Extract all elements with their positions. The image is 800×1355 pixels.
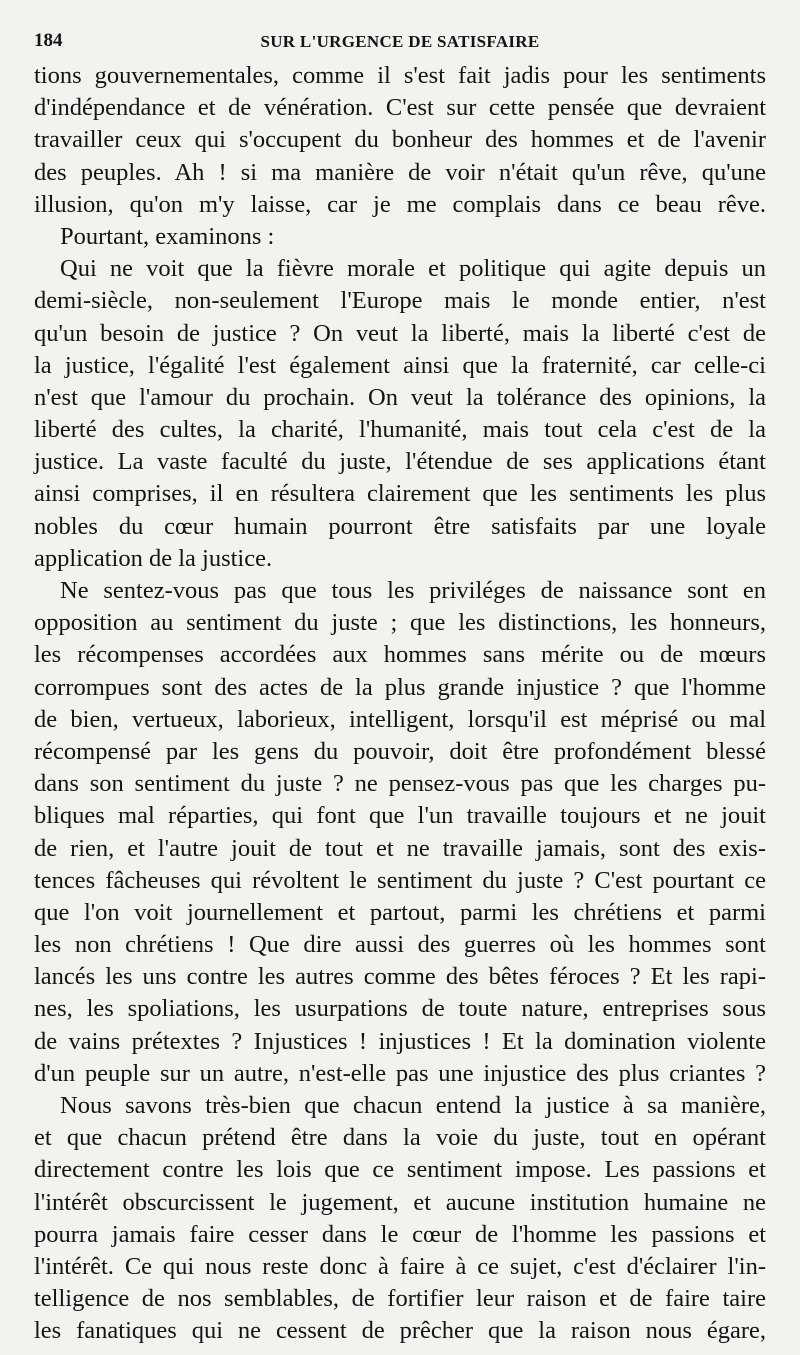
text-line: illusion, qu'on m'y laisse, car je me complais dans ce beau rêve. bbox=[34, 190, 766, 218]
text-line: tences fâcheuses qui révoltent le sentiment du juste ? C'est pourtant ce bbox=[34, 866, 766, 894]
text-line: telligence de nos semblables, de fortifier leur raison et de faire taire bbox=[34, 1285, 766, 1313]
text-line: corrompues sont des actes de la plus grande injustice ? que l'homme bbox=[34, 673, 766, 701]
text-line: pourra jamais faire cesser dans le cœur de l'homme les passions et bbox=[34, 1220, 766, 1248]
text-line: l'intérêt. Ce qui nous reste donc à faire à ce sujet, c'est d'éclairer l'in- bbox=[34, 1252, 766, 1280]
text-line: de rien, et l'autre jouit de tout et ne travaille jamais, sont des exis- bbox=[34, 834, 766, 862]
text-line: directement contre les lois que ce sentiment impose. Les passions et bbox=[34, 1156, 766, 1184]
text-line: d'un peuple sur un autre, n'est-elle pas une injustice des plus criantes ? bbox=[34, 1059, 766, 1087]
text-line: et que chacun prétend être dans la voie du juste, tout en opérant bbox=[34, 1124, 766, 1152]
text-line: liberté des cultes, la charité, l'humanité, mais tout cela c'est de la bbox=[34, 416, 766, 444]
text-line: bliques mal réparties, qui font que l'un travaille toujours et ne jouit bbox=[34, 802, 766, 830]
text-line: les fanatiques qui ne cessent de prêcher que la raison nous égare, bbox=[34, 1317, 766, 1345]
running-title: SUR L'URGENCE DE SATISFAIRE bbox=[260, 32, 540, 51]
text-line: que l'on voit journellement et partout, parmi les chrétiens et parmi bbox=[34, 898, 766, 926]
text-line: demi-siècle, non-seulement l'Europe mais le monde entier, n'est bbox=[34, 287, 766, 315]
text-line: l'intérêt obscurcissent le jugement, et aucune institution humaine ne bbox=[34, 1188, 766, 1216]
text-line: opposition au sentiment du juste ; que les distinctions, les honneurs, bbox=[34, 609, 766, 637]
text-line: la justice, l'égalité l'est également ainsi que la fraternité, car celle-ci bbox=[34, 351, 766, 379]
text-line: Nous savons très-bien que chacun entend la justice à sa manière, bbox=[60, 1092, 766, 1119]
body-text bbox=[34, 60, 766, 1348]
text-line: justice. La vaste faculté du juste, l'étendue de ses applications étant bbox=[34, 448, 766, 476]
text-line: ainsi comprises, il en résultera clairement que les sentiments les plus bbox=[34, 480, 766, 508]
text-line: récompensé par les gens du pouvoir, doit être profondément blessé bbox=[34, 737, 766, 765]
text-line: nobles du cœur humain pourront être satisfaits par une loyale bbox=[34, 512, 766, 540]
page-header bbox=[34, 30, 766, 56]
text-line: les récompenses accordées aux hommes sans mérite ou de mœurs bbox=[34, 641, 766, 669]
text-line: les non chrétiens ! Que dire aussi des guerres où les hommes sont bbox=[34, 931, 766, 959]
text-line: qu'un besoin de justice ? On veut la liberté, mais la liberté c'est de bbox=[34, 319, 766, 347]
text-line: de bien, vertueux, laborieux, intelligent, lorsqu'il est méprisé ou mal bbox=[34, 705, 766, 733]
text-line: Pourtant, examinons : bbox=[60, 222, 275, 250]
text-line: application de la justice. bbox=[34, 544, 273, 572]
text-line: travailler ceux qui s'occupent du bonheur des hommes et de l'avenir bbox=[34, 126, 766, 154]
text-line: lancés les uns contre les autres comme des bêtes féroces ? Et les rapi- bbox=[34, 963, 766, 991]
text-line: Ne sentez-vous pas que tous les priviléges de naissance sont en bbox=[60, 577, 766, 604]
text-line: de vains prétextes ? Injustices ! injustices ! Et la domination violente bbox=[34, 1027, 766, 1055]
text-line: des peuples. Ah ! si ma manière de voir n'était qu'un rêve, qu'une bbox=[34, 158, 766, 186]
text-line: nes, les spoliations, les usurpations de toute nature, entreprises sous bbox=[34, 995, 766, 1023]
text-line: n'est que l'amour du prochain. On veut la tolérance des opinions, la bbox=[34, 383, 766, 411]
text-line: Qui ne voit que la fièvre morale et politique qui agite depuis un bbox=[60, 255, 766, 283]
text-line: dans son sentiment du juste ? ne pensez-vous pas que les charges pu- bbox=[34, 770, 766, 798]
page-number: 184 bbox=[34, 30, 63, 51]
text-line: d'indépendance et de vénération. C'est sur cette pensée que devraient bbox=[34, 94, 766, 122]
text-line: tions gouvernementales, comme il s'est fait jadis pour les sentiments bbox=[34, 62, 766, 89]
